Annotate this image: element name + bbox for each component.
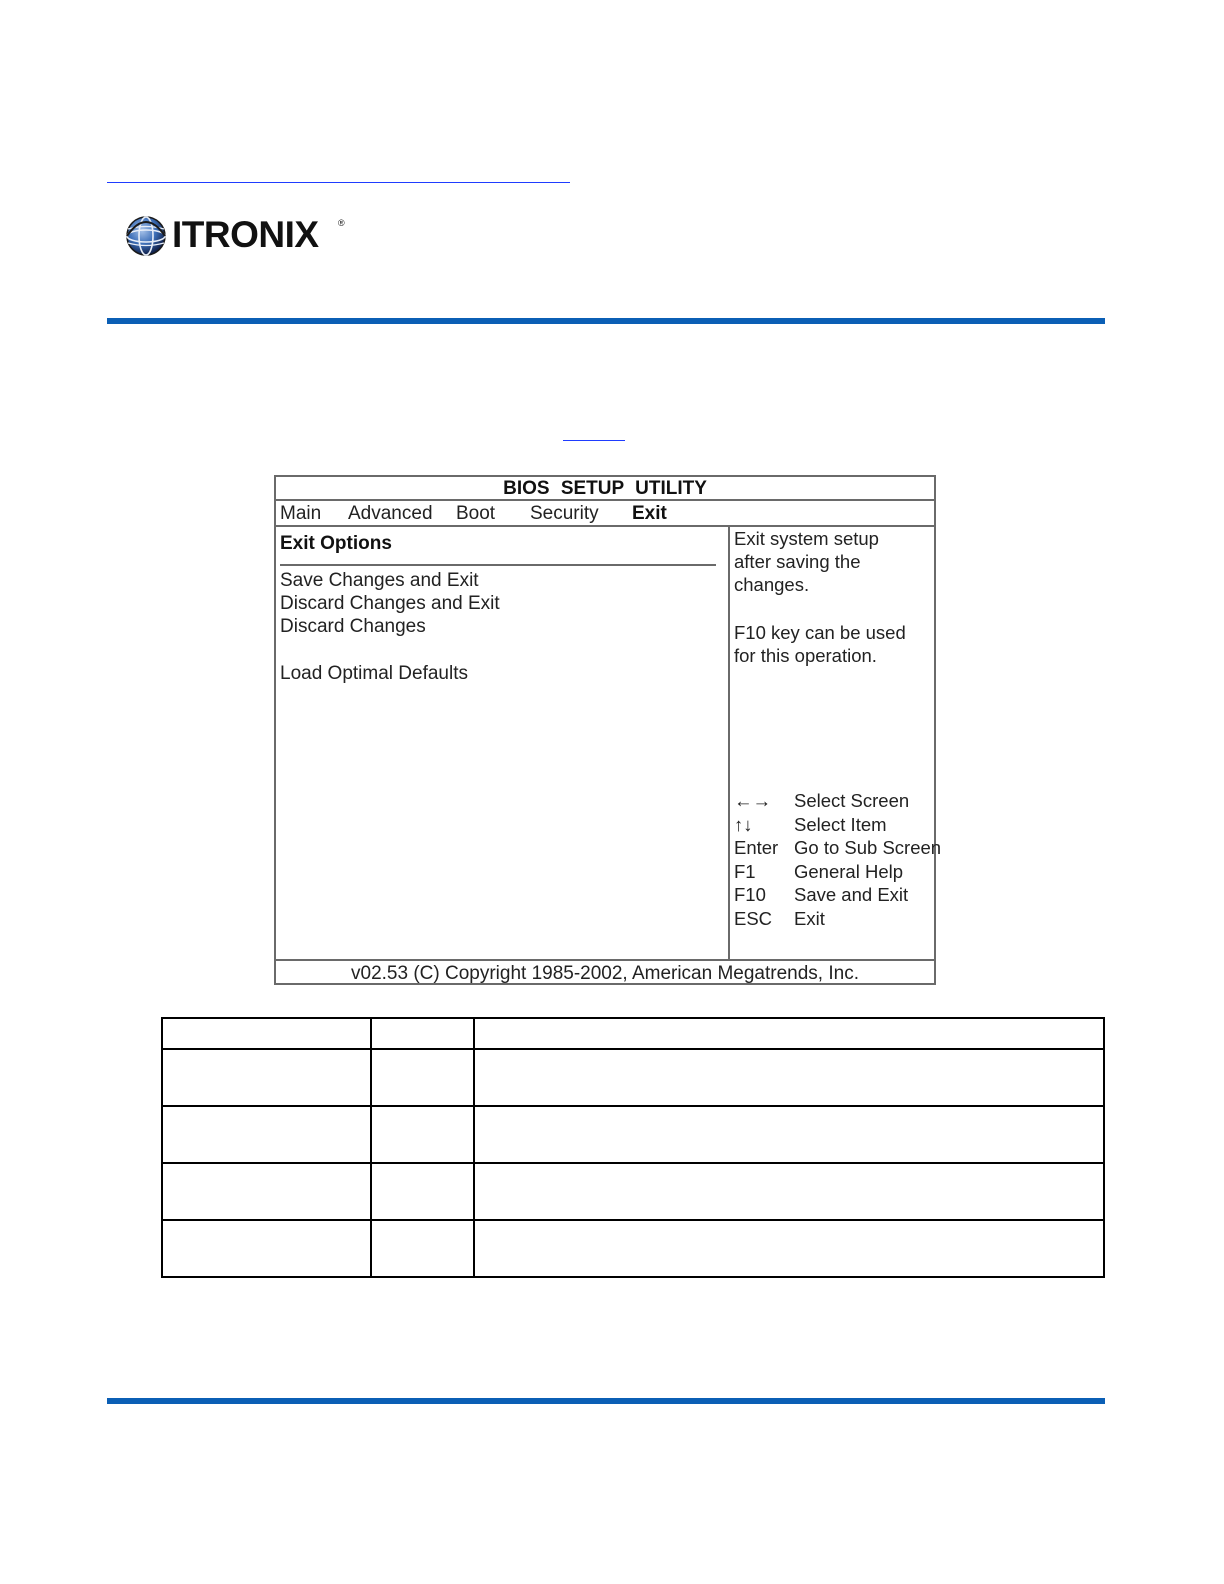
help-text-line: for this operation. [734,645,877,666]
options-panel [276,527,728,959]
table-cell [474,1106,1104,1163]
key-f1: F1 [734,861,756,882]
menu-security[interactable]: Security [530,503,599,524]
table-cell [162,1018,371,1049]
key-f10: F10 [734,884,766,905]
option-discard-changes[interactable]: Discard Changes [280,616,426,637]
menu-exit[interactable]: Exit [632,503,667,524]
table-cell [371,1106,474,1163]
option-save-changes-exit[interactable]: Save Changes and Exit [280,570,479,591]
menu-boot[interactable]: Boot [456,503,496,524]
table-cell [371,1220,474,1277]
bios-screen [274,475,942,985]
table-cell [162,1106,371,1163]
table-header-row [162,1018,1104,1049]
table-cell [162,1049,371,1106]
help-text-line: F10 key can be used [734,622,906,643]
bios-title: BIOS SETUP UTILITY [276,477,934,501]
menu-advanced[interactable]: Advanced [348,503,433,524]
key-left-right-arrows: ←→ [734,790,771,811]
table-cell [162,1220,371,1277]
options-table [161,1017,1105,1278]
logo-wordmark: ITRONIX [172,214,319,255]
help-text-line: changes. [734,574,810,595]
table-row [162,1049,1104,1106]
table-row [162,1106,1104,1163]
table-cell [371,1163,474,1220]
itronix-logo [124,212,354,260]
table-row [162,1220,1104,1277]
section-heading: Exit Options [280,533,392,554]
key-desc-save-and-exit: Save and Exit [794,884,909,905]
key-esc: ESC [734,908,773,929]
bios-copyright: v02.53 (C) Copyright 1985-2002, American Megatrends, Inc. [276,959,934,985]
footer-rule [107,1398,1105,1404]
option-load-optimal-defaults[interactable]: Load Optimal Defaults [280,663,468,684]
key-desc-go-to-sub-screen: Go to Sub Screen [794,837,942,858]
heading-divider [280,564,716,566]
table-row [162,1163,1104,1220]
key-desc-exit: Exit [794,908,825,929]
key-desc-select-item: Select Item [794,814,887,835]
key-desc-select-screen: Select Screen [794,790,910,811]
table-cell [474,1220,1104,1277]
table-cell [474,1049,1104,1106]
header-rule [107,318,1105,324]
key-up-down-arrows: ↑↓ [734,814,753,835]
table-cell [474,1018,1104,1049]
table-cell [162,1163,371,1220]
globe-icon [124,214,168,258]
option-discard-changes-exit[interactable]: Discard Changes and Exit [280,593,500,614]
table-cell [371,1018,474,1049]
inline-link-underline[interactable] [563,440,625,441]
help-text-line: Exit system setup [734,528,879,549]
bios-menu-bar [276,501,934,527]
key-enter: Enter [734,837,779,858]
table-cell [474,1163,1104,1220]
registered-mark: ® [338,218,345,228]
help-panel [730,527,942,959]
table-cell [371,1049,474,1106]
menu-main[interactable]: Main [280,503,322,524]
key-desc-general-help: General Help [794,861,904,882]
header-link-underline[interactable] [107,182,570,183]
help-text-line: after saving the [734,551,861,572]
